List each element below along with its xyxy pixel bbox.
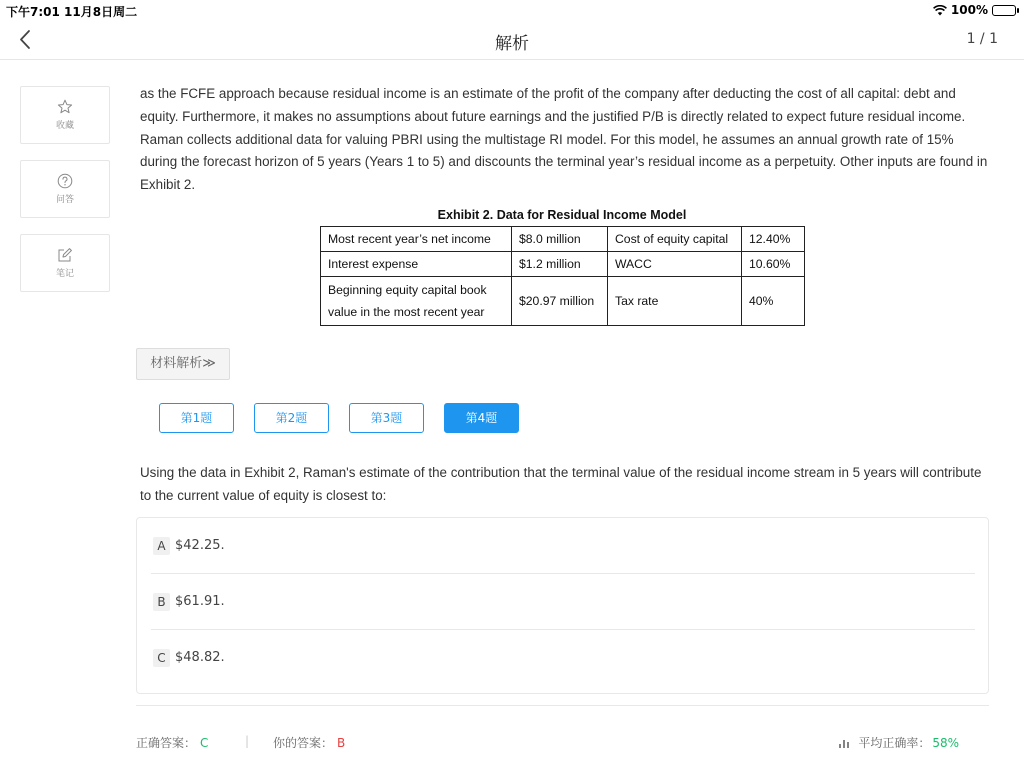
table-cell: Cost of equity capital xyxy=(608,227,742,252)
tab-question-1[interactable]: 第1题 xyxy=(159,403,234,433)
table-cell: WACC xyxy=(608,252,742,277)
status-right xyxy=(933,3,1016,17)
option-letter: C xyxy=(153,649,170,667)
table-cell: $8.0 million xyxy=(512,227,608,252)
star-icon xyxy=(57,99,73,115)
table-cell: 40% xyxy=(742,277,805,326)
material-explanation-toggle[interactable]: 材料解析≫ xyxy=(136,348,230,380)
table-cell: Tax rate xyxy=(608,277,742,326)
battery-icon xyxy=(992,5,1016,16)
divider xyxy=(136,705,989,706)
table-cell: Interest expense xyxy=(321,252,512,277)
status-time-date: 下午7:01 11月8日周二 xyxy=(6,5,138,19)
average-accuracy-value: 58% xyxy=(932,736,959,750)
favorite-label: 收藏 xyxy=(55,121,74,131)
table-cell: 10.60% xyxy=(742,252,805,277)
note-label: 笔记 xyxy=(55,269,74,279)
question-text: Using the data in Exhibit 2, Raman's estimate of the contribution that the terminal value of the residual income stream in 5 years will contribute to the current value of equity is closest to: xyxy=(140,465,982,503)
question-icon xyxy=(57,173,73,189)
separator: | xyxy=(245,734,250,748)
favorite-button[interactable] xyxy=(20,86,110,144)
wifi-icon xyxy=(933,5,947,16)
option-c[interactable] xyxy=(151,630,975,686)
table-row xyxy=(321,227,805,252)
qa-label: 问答 xyxy=(55,195,74,205)
table-cell: 12.40% xyxy=(742,227,805,252)
tab-question-2[interactable]: 第2题 xyxy=(254,403,329,433)
note-button[interactable] xyxy=(20,234,110,292)
table-row xyxy=(321,252,805,277)
table-cell: $1.2 million xyxy=(512,252,608,277)
status-bar xyxy=(0,0,1024,20)
your-answer-value: B xyxy=(337,736,346,750)
qa-button[interactable] xyxy=(20,160,110,218)
average-accuracy xyxy=(838,734,959,751)
your-answer-label: 你的答案： xyxy=(273,736,334,750)
option-text: $42.25. xyxy=(175,538,225,553)
exhibit-table xyxy=(320,226,805,326)
passage-text: as the FCFE approach because residual income is an estimate of the profit of the company after deducting the cost of all capital: debt and equity. Furthermore, it makes no assumptions about future earnings and the justified P/B is directly related to expect future residual income. Raman collects additional data for valuing PBRI using the multistage RI model. For this model, he assumes an annual growth rate of 15% during the forecast horizon of 5 years (Years 1 to 5) and discounts the terminal year’s residual income as a perpetuity. Other inputs are found in Exhibit 2. xyxy=(140,86,988,193)
nav-bar xyxy=(0,20,1024,60)
option-a[interactable] xyxy=(151,518,975,574)
correct-answer-label: 正确答案： xyxy=(136,736,197,750)
battery-percent: 100% xyxy=(950,3,988,17)
average-accuracy-label: 平均正确率： xyxy=(858,736,931,750)
option-text: $48.82. xyxy=(175,650,225,665)
option-letter: B xyxy=(153,593,170,611)
tab-question-3[interactable]: 第3题 xyxy=(349,403,424,433)
answer-row xyxy=(136,734,989,752)
option-letter: A xyxy=(153,537,170,555)
exhibit-title: Exhibit 2. Data for Residual Income Model xyxy=(437,208,687,222)
table-row xyxy=(321,277,805,326)
option-text: $61.91. xyxy=(175,594,225,609)
page-indicator: 1 / 1 xyxy=(966,31,998,47)
table-cell: Most recent year’s net income xyxy=(321,227,512,252)
table-cell: Beginning equity capital book value in the most recent year xyxy=(321,277,512,326)
option-b[interactable] xyxy=(151,574,975,630)
correct-answer xyxy=(136,734,208,751)
chart-icon xyxy=(838,737,852,749)
page-title: 解析 xyxy=(495,34,529,54)
options-list xyxy=(136,517,989,694)
note-icon xyxy=(57,247,73,263)
your-answer xyxy=(273,734,345,751)
table-cell: $20.97 million xyxy=(512,277,608,326)
tab-question-4[interactable]: 第4题 xyxy=(444,403,519,433)
correct-answer-value: C xyxy=(200,736,209,750)
